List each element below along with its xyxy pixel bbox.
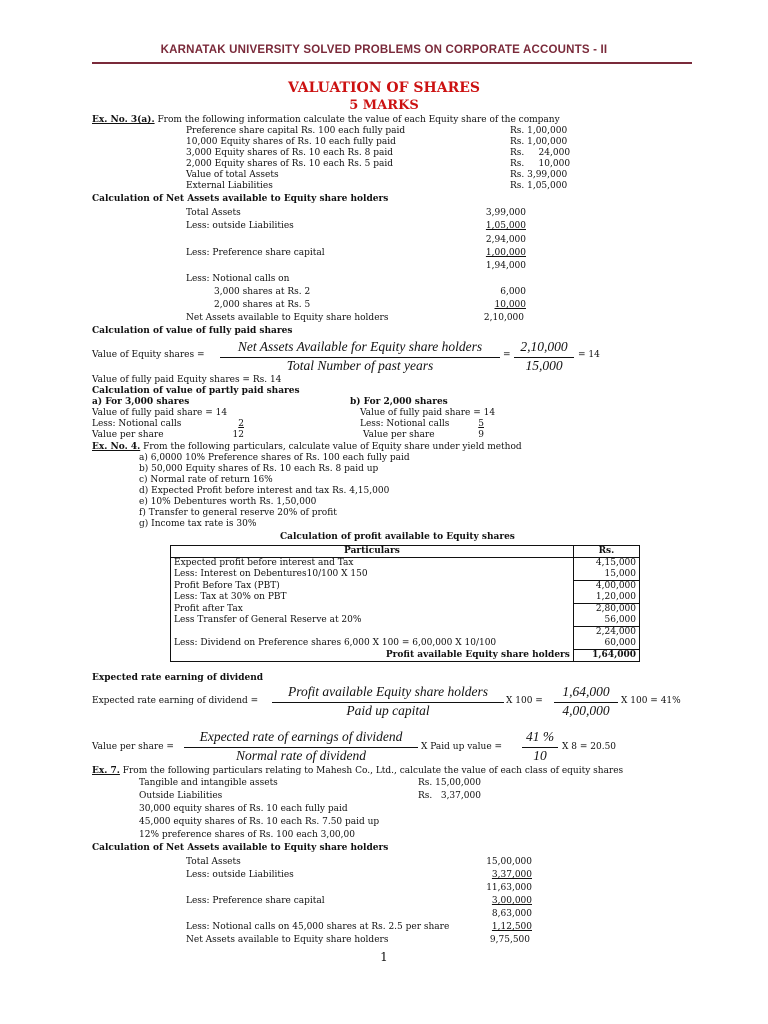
row-particular: Less: Dividend on Preference shares 6,000 X 100 = 6,00,000 X 10/100 <box>171 638 574 650</box>
ex3a-intro: From the following information calculate the value of each Equity share of the company <box>154 115 560 125</box>
formula2-result: X 100 = 41% <box>621 696 681 706</box>
ex3a-net-heading: Calculation of Net Assets available to Equity share holders <box>92 194 389 204</box>
formula2-numerator: Profit available Equity share holders <box>288 684 488 699</box>
formula2-multiplier: X 100 = <box>506 696 543 706</box>
ex7-notional-amt: 1,12,500 <box>491 922 532 932</box>
row-amount: 1,20,000 <box>573 592 639 604</box>
profit-table-header <box>171 546 640 558</box>
formula1-equals: = <box>503 350 511 360</box>
ex4-item: e) 10% Debentures worth Rs. 1,50,000 <box>139 497 317 507</box>
ex4-intro: From the following particulars, calculate value of Equity share under yield method <box>140 442 522 452</box>
ex3a-given-amount: Rs. 1,00,000 <box>510 126 568 136</box>
row-particular: Less: Interest on Debentures10/100 X 150 <box>171 569 574 581</box>
table-row <box>171 627 640 639</box>
case-b-line3: Value per share <box>363 430 435 440</box>
ex7-total-assets-amt: 15,00,000 <box>486 857 532 867</box>
case-b-line1: Value of fully paid share = 14 <box>360 408 496 418</box>
row-amount: 4,00,000 <box>573 581 639 593</box>
net-notional-1-amt: 6,000 <box>500 287 526 297</box>
table-row <box>171 558 640 570</box>
ex7-notional: Less: Notional calls on 45,000 shares at Rs. 2.5 per share <box>186 922 450 932</box>
section-title: VALUATION OF SHARES <box>287 80 481 96</box>
ex7-subtotal: 8,63,000 <box>491 909 532 919</box>
net-notional: Less: Notional calls on <box>186 274 290 284</box>
table-row <box>171 581 640 593</box>
row-particular: Profit Before Tax (PBT) <box>171 581 574 593</box>
ex7-given-item: Tangible and intangible assets <box>139 778 278 788</box>
ex3a-given-item: Preference share capital Rs. 100 each fully paid <box>186 126 406 136</box>
ex3a-given-amount: Rs. 1,00,000 <box>510 137 568 147</box>
net-less-pref: Less: Preference share capital <box>186 248 325 258</box>
row-particular: Less: Tax at 30% on PBT <box>171 592 574 604</box>
case-a-line2-value: 2 <box>238 419 244 429</box>
formula2-denominator-value: 4,00,000 <box>562 703 610 718</box>
row-amount: 4,15,000 <box>573 558 639 570</box>
ex7-given-item: 12% preference shares of Rs. 100 each 3,00,00 <box>139 830 355 840</box>
ex3a-given-item: 3,000 Equity shares of Rs. 10 each Rs. 8 paid <box>186 148 393 158</box>
row-amount: 1,64,000 <box>573 650 639 662</box>
formula1-denominator-value: 15,000 <box>525 358 563 373</box>
table-row <box>171 592 640 604</box>
ex7-question <box>92 766 623 777</box>
ex7-final-amt: 9,75,500 <box>489 935 530 945</box>
case-a-heading: a) For 3,000 shares <box>92 397 190 407</box>
ex7-less-outside: Less: outside Liabilities <box>186 870 294 880</box>
ex7-given-amount: Rs. 3,37,000 <box>418 791 481 801</box>
net-subtotal: 2,94,000 <box>485 235 526 245</box>
net-total-assets: Total Assets <box>186 208 241 218</box>
formula1-result: = 14 <box>578 350 600 360</box>
dividend-heading: Expected rate earning of dividend <box>92 673 264 683</box>
net-notional-2: 2,000 shares at Rs. 5 <box>214 300 311 310</box>
formula2-denominator: Paid up capital <box>346 703 430 718</box>
ex7-given-item: Outside Liabilities <box>139 791 223 801</box>
ex3a-given-amount: Rs. 3,99,000 <box>510 170 568 180</box>
row-particular <box>171 627 574 639</box>
net-total-assets-amt: 3,99,000 <box>485 208 526 218</box>
case-b-line2: Less: Notional calls <box>360 419 450 429</box>
row-particular: Profit available Equity share holders <box>171 650 574 662</box>
page-number: 1 <box>380 950 388 964</box>
section-subtitle: 5 MARKS <box>349 98 419 113</box>
ex3a-given-item: External Liabilities <box>186 181 273 191</box>
net-less-outside-amt: 1,05,000 <box>485 221 526 231</box>
formula3-denominator-value: 10 <box>533 748 547 763</box>
col-rs: Rs. <box>573 546 639 558</box>
ex4-item: a) 6,0000 10% Preference shares of Rs. 100 each fully paid <box>139 453 410 463</box>
net-less-pref-amt: 1,00,000 <box>485 248 526 258</box>
ex3a-given-amount: Rs. 24,000 <box>510 148 571 158</box>
table-row <box>171 638 640 650</box>
ex4-item: c) Normal rate of return 16% <box>139 475 273 485</box>
formula1-numerator-value: 2,10,000 <box>520 339 568 354</box>
case-a-line2: Less: Notional calls <box>92 419 182 429</box>
case-b-line3-value: 9 <box>478 430 484 440</box>
partly-paid-heading: Calculation of value of partly paid shares <box>92 386 300 396</box>
row-amount: 60,000 <box>573 638 639 650</box>
formula3-result: X 8 = 20.50 <box>562 742 617 752</box>
case-b-line2-value: 5 <box>478 419 484 429</box>
table-row <box>171 569 640 581</box>
ex4-label: Ex. No. 4. <box>92 442 141 452</box>
ex3a-given-item: Value of total Assets <box>186 170 279 180</box>
ex3a-given-amount: Rs. 10,000 <box>510 159 571 169</box>
ex3a-given-item: 2,000 Equity shares of Rs. 10 each Rs. 5 paid <box>186 159 393 169</box>
case-a-line3: Value per share <box>92 430 164 440</box>
net-final-amt: 2,10,000 <box>483 313 524 323</box>
ex7-subtotal: 11,63,000 <box>486 883 532 893</box>
ex3a-question <box>92 115 560 126</box>
row-amount: 56,000 <box>573 615 639 627</box>
ex4-question <box>92 442 522 453</box>
table-row-total <box>171 650 640 662</box>
row-particular: Expected profit before interest and Tax <box>171 558 574 570</box>
ex4-item: d) Expected Profit before interest and tax Rs. 4,15,000 <box>139 486 390 496</box>
case-a-line3-value: 12 <box>232 430 244 440</box>
formula3-denominator: Normal rate of dividend <box>235 748 367 763</box>
row-amount: 2,80,000 <box>573 604 639 616</box>
net-subtotal: 1,94,000 <box>485 261 526 271</box>
row-amount: 15,000 <box>573 569 639 581</box>
formula3-label: Value per share = <box>92 742 174 752</box>
net-less-outside: Less: outside Liabilities <box>186 221 294 231</box>
ex7-less-outside-amt: 3,37,000 <box>491 870 532 880</box>
ex3a-given-item: 10,000 Equity shares of Rs. 10 each fully paid <box>186 137 396 147</box>
table-row <box>171 604 640 616</box>
ex7-less-pref-amt: 3,00,000 <box>491 896 532 906</box>
col-particulars: Particulars <box>171 546 574 558</box>
formula1-denominator: Total Number of past years <box>286 358 434 373</box>
ex7-given-item: 45,000 equity shares of Rs. 10 each Rs. 7.50 paid up <box>139 817 380 827</box>
fully-paid-heading: Calculation of value of fully paid shares <box>92 326 293 336</box>
ex7-given-item: 30,000 equity shares of Rs. 10 each fully paid <box>139 804 348 814</box>
ex4-item: f) Transfer to general reserve 20% of profit <box>139 508 337 518</box>
formula3-numerator: Expected rate of earnings of dividend <box>199 729 403 744</box>
ex7-intro: From the following particulars relating to Mahesh Co., Ltd., calculate the value of each class of equity shares <box>119 766 624 776</box>
ex7-total-assets: Total Assets <box>186 857 241 867</box>
formula3-multiplier: X Paid up value = <box>421 742 503 752</box>
profit-table <box>170 545 640 662</box>
formula2-numerator-value: 1,64,000 <box>562 684 610 699</box>
net-notional-2-amt: 10,000 <box>494 300 526 310</box>
fully-paid-result: Value of fully paid Equity shares = Rs. 14 <box>92 375 282 385</box>
ex7-final: Net Assets available to Equity share holders <box>186 935 389 945</box>
net-notional-1: 3,000 shares at Rs. 2 <box>214 287 311 297</box>
ex3a-label: Ex. No. 3(a). <box>92 115 155 125</box>
net-final: Net Assets available to Equity share holders <box>186 313 389 323</box>
profit-table-title: Calculation of profit available to Equity shares <box>280 532 515 542</box>
ex7-less-pref: Less: Preference share capital <box>186 896 325 906</box>
header-rule <box>92 62 692 64</box>
row-particular: Profit after Tax <box>171 604 574 616</box>
formula1-label: Value of Equity shares = <box>92 350 205 360</box>
ex4-item: b) 50,000 Equity shares of Rs. 10 each Rs. 8 paid up <box>139 464 379 474</box>
ex7-label: Ex. 7. <box>92 766 120 776</box>
row-amount: 2,24,000 <box>573 627 639 639</box>
formula2-label: Expected rate earning of dividend = <box>92 696 259 706</box>
case-b-heading: b) For 2,000 shares <box>350 397 448 407</box>
running-header: KARNATAK UNIVERSITY SOLVED PROBLEMS ON CORPORATE ACCOUNTS - II <box>160 44 608 56</box>
row-particular: Less Transfer of General Reserve at 20% <box>171 615 574 627</box>
ex4-item: g) Income tax rate is 30% <box>139 519 257 529</box>
ex7-given-amount: Rs. 15,00,000 <box>418 778 481 788</box>
ex3a-given-amount: Rs. 1,05,000 <box>510 181 568 191</box>
case-a-line1: Value of fully paid share = 14 <box>92 408 228 418</box>
formula3-numerator-value: 41 % <box>525 729 555 744</box>
formula1-numerator: Net Assets Available for Equity share holders <box>237 339 483 354</box>
table-row <box>171 615 640 627</box>
ex7-net-heading: Calculation of Net Assets available to Equity share holders <box>92 843 389 853</box>
